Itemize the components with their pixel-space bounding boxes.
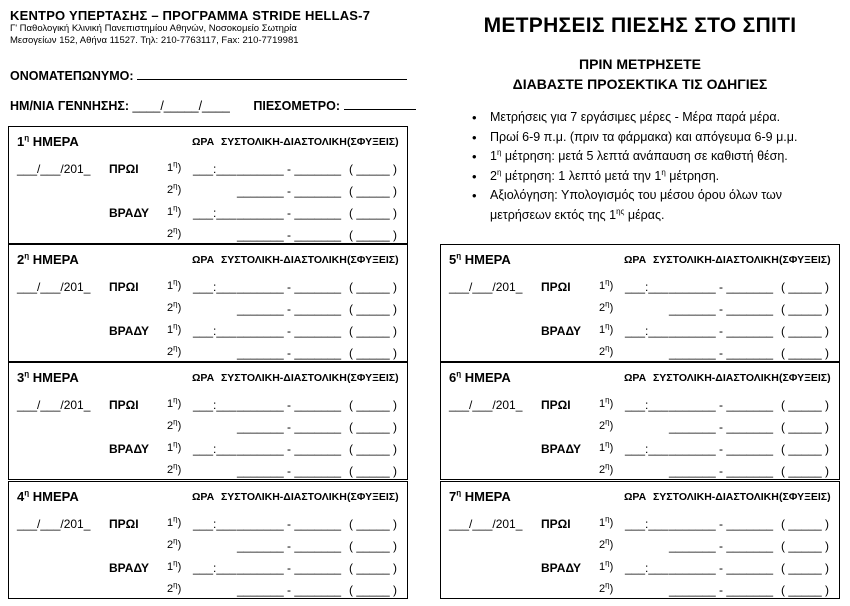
- measurement-number: $1^\eta$): [167, 395, 182, 410]
- time-blank[interactable]: ___:___: [193, 398, 237, 412]
- dob-label: ΗΜ/ΝΙΑ ΓΕΝΝΗΣΗΣ:: [10, 99, 130, 113]
- measurement-suffix: η: [605, 536, 610, 546]
- header-pulse: (ΣΦΥΞΕΙΣ): [347, 491, 399, 503]
- time-blank[interactable]: ___:___: [625, 280, 669, 294]
- blood-pressure-blank[interactable]: _______ - _______: [669, 398, 774, 412]
- pulse-blank[interactable]: ( _____ ): [349, 206, 398, 220]
- day-number: 1: [17, 134, 25, 149]
- dob-blank[interactable]: ____/_____/____: [132, 99, 230, 113]
- measurement-suffix: η: [605, 580, 610, 590]
- header-time: ΩΡΑ: [192, 254, 215, 266]
- measurement-suffix: η: [173, 461, 178, 471]
- header-pulse: (ΣΦΥΞΕΙΣ): [347, 372, 399, 384]
- measurement-number: $1^\eta$): [167, 159, 182, 174]
- morning-label: ΠΡΩΙ: [109, 517, 139, 531]
- measurement-index: 2: [599, 539, 606, 551]
- header-time: ΩΡΑ: [192, 491, 215, 503]
- blood-pressure-blank[interactable]: _______ - _______: [669, 280, 774, 294]
- blood-pressure-blank[interactable]: _______ - _______: [237, 280, 342, 294]
- measurement-suffix: η: [605, 277, 610, 287]
- blood-pressure-blank[interactable]: _______ - _______: [237, 442, 342, 456]
- measurement-index: 1: [599, 398, 606, 410]
- blood-pressure-blank[interactable]: _______ - _______: [669, 539, 774, 553]
- day-number: 2: [17, 252, 25, 267]
- pulse-blank[interactable]: ( _____ ): [349, 442, 398, 456]
- instruction-item: • Μετρήσεις για 7 εργάσιμες μέρες - Μέρα παρά μέρα.: [468, 108, 840, 128]
- blood-pressure-blank[interactable]: _______ - _______: [237, 324, 342, 338]
- header-pulse: (ΣΦΥΞΕΙΣ): [779, 372, 831, 384]
- measurement-number: $2^\eta$): [167, 225, 182, 240]
- name-line[interactable]: [137, 68, 407, 80]
- measurement-suffix: η: [173, 203, 178, 213]
- pulse-blank[interactable]: ( _____ ): [349, 280, 398, 294]
- pulse-blank[interactable]: ( _____ ): [781, 583, 830, 597]
- pulse-blank[interactable]: ( _____ ): [349, 583, 398, 597]
- day-word: ΗΜΕΡΑ: [29, 370, 79, 385]
- meter-label: ΠΙΕΣΟΜΕΤΡΟ:: [253, 99, 341, 113]
- day-number: 5: [449, 252, 457, 267]
- time-blank[interactable]: ___:___: [193, 324, 237, 338]
- measurement-suffix: η: [173, 439, 178, 449]
- meter-line[interactable]: [344, 98, 416, 110]
- measurement-number: $2^\eta$): [167, 299, 182, 314]
- day-label: [17, 252, 79, 267]
- measurement-index: 1: [599, 561, 606, 573]
- measurement-number: $2^\eta$): [167, 580, 182, 595]
- measurement-suffix: η: [173, 343, 178, 353]
- measurement-suffix: η: [173, 558, 178, 568]
- header-bp: ΣΥΣΤΟΛΙΚΗ-ΔΙΑΣΤΟΛΙΚΗ: [653, 491, 779, 503]
- day-label: [449, 252, 511, 267]
- blood-pressure-blank[interactable]: _______ - _______: [669, 442, 774, 456]
- measurement-number: $1^\eta$): [599, 321, 614, 336]
- blood-pressure-blank[interactable]: _______ - _______: [237, 464, 342, 478]
- pulse-blank[interactable]: ( _____ ): [781, 420, 830, 434]
- measurement-index: 1: [167, 561, 174, 573]
- measurement-number: $1^\eta$): [599, 439, 614, 454]
- blood-pressure-blank[interactable]: _______ - _______: [669, 324, 774, 338]
- day-number: 6: [449, 370, 457, 385]
- measurement-index: 1: [167, 398, 174, 410]
- measurement-number: $2^\eta$): [167, 536, 182, 551]
- blood-pressure-blank[interactable]: _______ - _______: [237, 346, 342, 360]
- measurement-index: 2: [599, 420, 606, 432]
- blood-pressure-blank[interactable]: _______ - _______: [237, 228, 342, 242]
- day-block: [8, 244, 408, 362]
- pulse-blank[interactable]: ( _____ ): [349, 561, 398, 575]
- measurement-number: $2^\eta$): [167, 417, 182, 432]
- day-block: [440, 362, 840, 480]
- organization-address: Μεσογείων 152, Αθήνα 11527. Τηλ: 210-7763117, Fax: 210-7719981: [10, 35, 299, 46]
- measurement-index: 2: [167, 464, 174, 476]
- time-blank[interactable]: ___:___: [193, 517, 237, 531]
- header-pulse: (ΣΦΥΞΕΙΣ): [779, 491, 831, 503]
- blood-pressure-blank[interactable]: _______ - _______: [237, 302, 342, 316]
- pulse-blank[interactable]: ( _____ ): [349, 398, 398, 412]
- pulse-blank[interactable]: ( _____ ): [781, 517, 830, 531]
- measurement-index: 1: [599, 517, 606, 529]
- measurement-suffix: η: [173, 299, 178, 309]
- measurement-suffix: η: [173, 395, 178, 405]
- measurement-number: $2^\eta$): [599, 343, 614, 358]
- evening-label: ΒΡΑΔΥ: [541, 442, 581, 456]
- measurement-suffix: η: [173, 514, 178, 524]
- instruction-item: • $2^\eta$ μέτρηση: 1 λεπτό μετά την $1^\eta$ μέτρηση.: [468, 167, 840, 187]
- measurement-index: 2: [599, 346, 606, 358]
- measurement-number: $1^\eta$): [167, 321, 182, 336]
- measurement-number: $2^\eta$): [599, 580, 614, 595]
- blood-pressure-blank[interactable]: _______ - _______: [237, 184, 342, 198]
- name-field[interactable]: [10, 68, 407, 83]
- header-pulse: (ΣΦΥΞΕΙΣ): [779, 254, 831, 266]
- measurement-suffix: η: [605, 343, 610, 353]
- day-number-suffix: η: [24, 488, 30, 498]
- date-blank[interactable]: ___/___/201_: [449, 517, 523, 531]
- measurement-index: 1: [167, 517, 174, 529]
- measurement-number: $2^\eta$): [167, 343, 182, 358]
- pulse-blank[interactable]: ( _____ ): [349, 420, 398, 434]
- pulse-blank[interactable]: ( _____ ): [349, 302, 398, 316]
- time-blank[interactable]: ___:___: [193, 206, 237, 220]
- morning-label: ΠΡΩΙ: [541, 280, 571, 294]
- measurement-number: $2^\eta$): [599, 536, 614, 551]
- time-blank[interactable]: ___:___: [193, 162, 237, 176]
- measurement-number: $2^\eta$): [167, 461, 182, 476]
- header-time: ΩΡΑ: [192, 372, 215, 384]
- measurement-suffix: η: [173, 417, 178, 427]
- morning-label: ΠΡΩΙ: [109, 280, 139, 294]
- pulse-blank[interactable]: ( _____ ): [781, 464, 830, 478]
- pulse-blank[interactable]: ( _____ ): [781, 324, 830, 338]
- header-time: ΩΡΑ: [192, 136, 215, 148]
- organization-clinic: Γ' Παθολογική Κλινική Πανεπιστημίου Αθηνών, Νοσοκομείο Σωτηρία: [10, 23, 297, 34]
- instruction-item: • $1^\eta$ μέτρηση: μετά 5 λεπτά ανάπαυση σε καθιστή θέση.: [468, 147, 840, 167]
- measurement-number: $1^\eta$): [599, 395, 614, 410]
- measurement-suffix: η: [173, 181, 178, 191]
- measurement-index: 1: [167, 442, 174, 454]
- header-bp: ΣΥΣΤΟΛΙΚΗ-ΔΙΑΣΤΟΛΙΚΗ: [221, 136, 347, 148]
- morning-label: ΠΡΩΙ: [109, 398, 139, 412]
- measurement-suffix: η: [173, 536, 178, 546]
- measurement-suffix: η: [605, 558, 610, 568]
- measurement-suffix: η: [605, 299, 610, 309]
- blood-pressure-blank[interactable]: _______ - _______: [237, 517, 342, 531]
- header-pulse: (ΣΦΥΞΕΙΣ): [347, 136, 399, 148]
- organization-header: [10, 8, 420, 47]
- blood-pressure-blank[interactable]: _______ - _______: [669, 517, 774, 531]
- blood-pressure-blank[interactable]: _______ - _______: [669, 346, 774, 360]
- blood-pressure-blank[interactable]: _______ - _______: [669, 420, 774, 434]
- day-word: ΗΜΕΡΑ: [461, 370, 511, 385]
- day-number: 4: [17, 489, 25, 504]
- measurement-suffix: η: [173, 277, 178, 287]
- day-word: ΗΜΕΡΑ: [29, 134, 79, 149]
- measurement-index: 2: [167, 420, 174, 432]
- day-number: 7: [449, 489, 457, 504]
- blood-pressure-blank[interactable]: _______ - _______: [669, 302, 774, 316]
- header-time: ΩΡΑ: [624, 372, 647, 384]
- day-word: ΗΜΕΡΑ: [461, 252, 511, 267]
- measurement-index: 2: [167, 228, 174, 240]
- pulse-blank[interactable]: ( _____ ): [349, 184, 398, 198]
- day-number-suffix: η: [456, 369, 462, 379]
- pulse-blank[interactable]: ( _____ ): [781, 346, 830, 360]
- measurement-index: 1: [599, 442, 606, 454]
- organization-title: ΚΕΝΤΡΟ ΥΠΕΡΤΑΣΗΣ – ΠΡΟΓΡΑΜΜΑ STRIDE HELLAS-7: [10, 8, 371, 23]
- pulse-blank[interactable]: ( _____ ): [349, 162, 398, 176]
- instructions-list: [468, 108, 840, 226]
- measurement-number: $2^\eta$): [599, 299, 614, 314]
- day-number: 3: [17, 370, 25, 385]
- time-blank[interactable]: ___:___: [193, 442, 237, 456]
- measurement-number: $1^\eta$): [599, 514, 614, 529]
- date-blank[interactable]: ___/___/201_: [17, 398, 91, 412]
- instruction-item: • Αξιολόγηση: Υπολογισμός του μέσου όρου όλων των μετρήσεων εκτός της $1^{\eta\varsigma}$ μέρας.: [468, 186, 840, 225]
- header-pulse: (ΣΦΥΞΕΙΣ): [347, 254, 399, 266]
- measurement-suffix: η: [173, 225, 178, 235]
- pulse-blank[interactable]: ( _____ ): [781, 398, 830, 412]
- subtitle-instructions: ΔΙΑΒΑΣΤΕ ΠΡΟΣΕΚΤΙΚΑ ΤΙΣ ΟΔΗΓΙΕΣ: [512, 76, 768, 92]
- day-label: [449, 370, 511, 385]
- morning-label: ΠΡΩΙ: [541, 398, 571, 412]
- time-blank[interactable]: ___:___: [193, 561, 237, 575]
- measurement-index: 2: [167, 184, 174, 196]
- instruction-item: • Πρωί 6-9 π.μ. (πριν τα φάρμακα) και απόγευμα 6-9 μ.μ.: [468, 128, 840, 148]
- day-number-suffix: η: [456, 488, 462, 498]
- measurement-index: 1: [599, 324, 606, 336]
- measurement-number: $1^\eta$): [599, 558, 614, 573]
- evening-label: ΒΡΑΔΥ: [109, 561, 149, 575]
- measurement-number: $1^\eta$): [167, 514, 182, 529]
- measurement-number: $1^\eta$): [167, 558, 182, 573]
- measurement-index: 1: [167, 162, 174, 174]
- pulse-blank[interactable]: ( _____ ): [781, 442, 830, 456]
- dob-field[interactable]: [10, 98, 416, 113]
- evening-label: ΒΡΑΔΥ: [541, 561, 581, 575]
- measurement-number: $1^\eta$): [167, 203, 182, 218]
- morning-label: ΠΡΩΙ: [541, 517, 571, 531]
- measurement-suffix: η: [605, 321, 610, 331]
- evening-label: ΒΡΑΔΥ: [109, 324, 149, 338]
- evening-label: ΒΡΑΔΥ: [109, 206, 149, 220]
- blood-pressure-blank[interactable]: _______ - _______: [237, 561, 342, 575]
- blood-pressure-blank[interactable]: _______ - _______: [237, 162, 342, 176]
- day-number-suffix: η: [456, 251, 462, 261]
- measurement-suffix: η: [173, 580, 178, 590]
- day-block: [440, 244, 840, 362]
- morning-label: ΠΡΩΙ: [109, 162, 139, 176]
- day-block: [440, 481, 840, 599]
- pulse-blank[interactable]: ( _____ ): [349, 324, 398, 338]
- measurement-number: $2^\eta$): [599, 461, 614, 476]
- header-bp: ΣΥΣΤΟΛΙΚΗ-ΔΙΑΣΤΟΛΙΚΗ: [221, 372, 347, 384]
- measurement-index: 1: [599, 280, 606, 292]
- date-blank[interactable]: ___/___/201_: [17, 162, 91, 176]
- day-word: ΗΜΕΡΑ: [29, 252, 79, 267]
- measurement-number: $1^\eta$): [167, 277, 182, 292]
- day-word: ΗΜΕΡΑ: [29, 489, 79, 504]
- measurement-suffix: η: [173, 321, 178, 331]
- blood-pressure-blank[interactable]: _______ - _______: [237, 206, 342, 220]
- measurement-suffix: η: [173, 159, 178, 169]
- measurement-number: $2^\eta$): [599, 417, 614, 432]
- day-number-suffix: η: [24, 369, 30, 379]
- evening-label: ΒΡΑΔΥ: [541, 324, 581, 338]
- date-blank[interactable]: ___/___/201_: [449, 398, 523, 412]
- evening-label: ΒΡΑΔΥ: [109, 442, 149, 456]
- measurement-suffix: η: [605, 439, 610, 449]
- subtitle-before: ΠΡΙΝ ΜΕΤΡΗΣΕΤΕ: [579, 56, 701, 72]
- day-number-suffix: η: [24, 251, 30, 261]
- measurement-number: $2^\eta$): [167, 181, 182, 196]
- time-blank[interactable]: ___:___: [625, 561, 669, 575]
- header-bp: ΣΥΣΤΟΛΙΚΗ-ΔΙΑΣΤΟΛΙΚΗ: [221, 491, 347, 503]
- day-label: [449, 489, 511, 504]
- measurement-suffix: η: [605, 395, 610, 405]
- blood-pressure-blank[interactable]: _______ - _______: [669, 583, 774, 597]
- header-time: ΩΡΑ: [624, 254, 647, 266]
- date-blank[interactable]: ___/___/201_: [449, 280, 523, 294]
- measurement-number: $1^\eta$): [599, 277, 614, 292]
- measurement-index: 1: [167, 206, 174, 218]
- time-blank[interactable]: ___:___: [625, 324, 669, 338]
- header-bp: ΣΥΣΤΟΛΙΚΗ-ΔΙΑΣΤΟΛΙΚΗ: [653, 254, 779, 266]
- pulse-blank[interactable]: ( _____ ): [781, 561, 830, 575]
- blood-pressure-blank[interactable]: _______ - _______: [237, 583, 342, 597]
- measurement-suffix: η: [605, 461, 610, 471]
- measurement-index: 1: [167, 280, 174, 292]
- header-bp: ΣΥΣΤΟΛΙΚΗ-ΔΙΑΣΤΟΛΙΚΗ: [653, 372, 779, 384]
- date-blank[interactable]: ___/___/201_: [17, 280, 91, 294]
- day-label: [17, 370, 79, 385]
- blood-pressure-blank[interactable]: _______ - _______: [669, 464, 774, 478]
- header-bp: ΣΥΣΤΟΛΙΚΗ-ΔΙΑΣΤΟΛΙΚΗ: [221, 254, 347, 266]
- pulse-blank[interactable]: ( _____ ): [349, 539, 398, 553]
- blood-pressure-blank[interactable]: _______ - _______: [669, 561, 774, 575]
- time-blank[interactable]: ___:___: [625, 398, 669, 412]
- measurement-index: 2: [599, 583, 606, 595]
- time-blank[interactable]: ___:___: [193, 280, 237, 294]
- day-number-suffix: η: [24, 133, 30, 143]
- pulse-blank[interactable]: ( _____ ): [781, 539, 830, 553]
- pulse-blank[interactable]: ( _____ ): [349, 228, 398, 242]
- day-block: [8, 362, 408, 480]
- measurement-index: 2: [599, 464, 606, 476]
- day-label: [17, 134, 79, 149]
- measurement-index: 2: [167, 583, 174, 595]
- pulse-blank[interactable]: ( _____ ): [349, 517, 398, 531]
- blood-pressure-blank[interactable]: _______ - _______: [237, 398, 342, 412]
- pulse-blank[interactable]: ( _____ ): [349, 346, 398, 360]
- measurement-index: 2: [599, 302, 606, 314]
- pulse-blank[interactable]: ( _____ ): [781, 302, 830, 316]
- header-time: ΩΡΑ: [624, 491, 647, 503]
- measurement-suffix: η: [605, 417, 610, 427]
- measurement-index: 1: [167, 324, 174, 336]
- name-label: ΟΝΟΜΑΤΕΠΩΝΥΜΟ:: [10, 69, 134, 83]
- time-blank[interactable]: ___:___: [625, 442, 669, 456]
- measurement-index: 2: [167, 302, 174, 314]
- pulse-blank[interactable]: ( _____ ): [349, 464, 398, 478]
- day-block: [8, 481, 408, 599]
- day-block: [8, 126, 408, 244]
- blood-pressure-blank[interactable]: _______ - _______: [237, 539, 342, 553]
- time-blank[interactable]: ___:___: [625, 517, 669, 531]
- day-word: ΗΜΕΡΑ: [461, 489, 511, 504]
- measurement-index: 2: [167, 346, 174, 358]
- day-label: [17, 489, 79, 504]
- blood-pressure-blank[interactable]: _______ - _______: [237, 420, 342, 434]
- pulse-blank[interactable]: ( _____ ): [781, 280, 830, 294]
- measurement-number: $1^\eta$): [167, 439, 182, 454]
- page-title: ΜΕΤΡΗΣΕΙΣ ΠΙΕΣΗΣ ΣΤΟ ΣΠΙΤΙ: [483, 14, 797, 37]
- date-blank[interactable]: ___/___/201_: [17, 517, 91, 531]
- measurement-index: 2: [167, 539, 174, 551]
- measurement-suffix: η: [605, 514, 610, 524]
